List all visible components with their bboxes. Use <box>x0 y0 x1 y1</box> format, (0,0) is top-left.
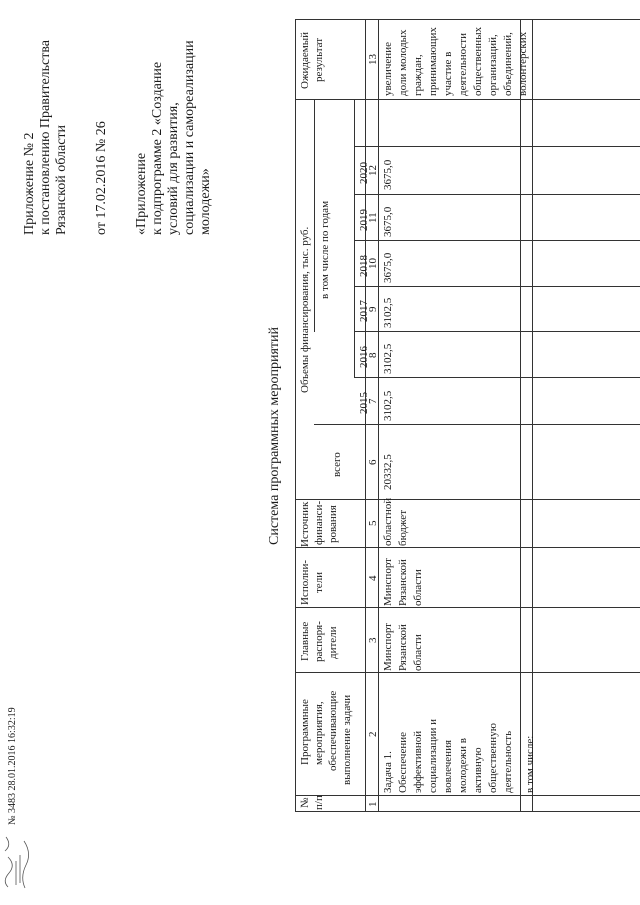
measure-line: Обеспечение <box>397 732 409 793</box>
result-line: организаций, <box>487 34 499 96</box>
column-number: 6 <box>367 459 379 465</box>
year-value: 3102,5 <box>382 390 394 421</box>
measure-line: деятельность <box>502 730 514 793</box>
header-year: 2019 <box>358 209 370 231</box>
executor-line: Рязанской <box>397 559 409 606</box>
header-num: п/п <box>313 795 325 810</box>
date-line: от 17.02.2016 № 26 <box>94 121 109 235</box>
result-line: деятельности <box>457 33 469 96</box>
result-line: объединений, <box>502 32 514 96</box>
year-value: 3675,0 <box>382 252 394 283</box>
header-year: 2018 <box>358 255 370 277</box>
measure-line: социализации и <box>427 718 439 793</box>
header-year: 2017 <box>358 300 370 322</box>
header-source: финанси- <box>313 500 325 545</box>
column-number: 9 <box>367 306 379 312</box>
sub-appendix-line: к подпрограмме 2 «Создание <box>150 61 165 235</box>
header-num: № <box>299 797 311 808</box>
header-year: 2016 <box>358 346 370 368</box>
column-number: 1 <box>367 801 379 807</box>
year-value: 3675,0 <box>382 159 394 190</box>
header-measures: Программные <box>299 699 311 765</box>
measure-line: в том числе: <box>524 735 536 793</box>
measure-line: вовлечения <box>442 739 454 793</box>
header-year: 2020 <box>358 162 370 184</box>
measure-line: общественную <box>487 723 499 793</box>
header-managers: Главные <box>299 621 311 661</box>
appendix-line: Приложение № 2 <box>22 132 37 235</box>
header-year: 2015 <box>358 392 370 414</box>
column-number: 7 <box>367 398 379 404</box>
column-number: 2 <box>367 731 379 737</box>
page-title: Система программных мероприятий <box>267 326 282 545</box>
result-line: волонтерских <box>517 31 529 96</box>
result-line: доли молодых <box>397 29 409 96</box>
manager-line: Минспорт <box>382 623 394 671</box>
column-number: 5 <box>367 520 379 526</box>
result-line: участие в <box>442 51 454 96</box>
sub-appendix-line: «Приложение <box>134 152 149 235</box>
header-managers: распоря- <box>313 621 325 662</box>
header-measures: мероприятия, <box>313 701 325 765</box>
column-number: 12 <box>367 165 379 176</box>
header-by-years: в том числе по годам <box>319 200 331 299</box>
header-volume: Объемы финансирования, тыс. руб. <box>299 226 311 393</box>
column-number: 10 <box>367 258 379 269</box>
measure-line: активную <box>472 747 484 793</box>
measure-line: эффективной <box>412 730 424 793</box>
result-line: увеличение <box>382 42 394 96</box>
executor-line: области <box>412 569 424 606</box>
header-total: всего <box>331 452 343 477</box>
column-number: 13 <box>367 54 379 65</box>
header-result: результат <box>313 37 325 82</box>
footer-registration: № 3483 28.01.2016 16:32:19 <box>7 707 18 825</box>
year-value: 3102,5 <box>382 343 394 374</box>
registration-stamp-icon <box>0 833 30 891</box>
header-measures: обеспечивающие <box>327 690 339 771</box>
year-value: 3102,5 <box>382 297 394 328</box>
header-executors: тели <box>313 571 325 593</box>
sub-appendix-line: условий для развития, <box>166 102 181 235</box>
measure-line: молодежи в <box>457 738 469 793</box>
header-managers: дители <box>327 626 339 659</box>
column-number: 8 <box>367 352 379 358</box>
column-number: 11 <box>367 212 379 223</box>
result-line: граждан, <box>412 54 424 96</box>
executor-line: Минспорт <box>382 558 394 606</box>
sub-appendix-line: социализации и самореализации <box>182 40 197 235</box>
manager-line: Рязанской <box>397 624 409 671</box>
header-source: Источник <box>299 501 311 547</box>
column-number: 4 <box>367 575 379 581</box>
appendix-line: к постановлению Правительства <box>38 39 53 235</box>
source-line: бюджет <box>397 510 409 546</box>
total-value: 20332,5 <box>382 454 394 490</box>
header-source: рования <box>327 505 339 543</box>
column-number: 3 <box>367 637 379 643</box>
manager-line: области <box>412 634 424 671</box>
year-value: 3675,0 <box>382 206 394 237</box>
appendix-line: Рязанской области <box>54 124 69 235</box>
source-line: областной <box>382 497 394 546</box>
header-result: Ожидаемый <box>299 31 311 89</box>
result-line: общественных <box>472 26 484 96</box>
result-line: принимающих <box>427 27 439 96</box>
header-executors: Исполни- <box>299 560 311 605</box>
sub-appendix-line: молодежи» <box>198 168 213 235</box>
measure-line: Задача 1. <box>382 751 394 793</box>
header-measures: выполнение задачи <box>341 694 353 785</box>
